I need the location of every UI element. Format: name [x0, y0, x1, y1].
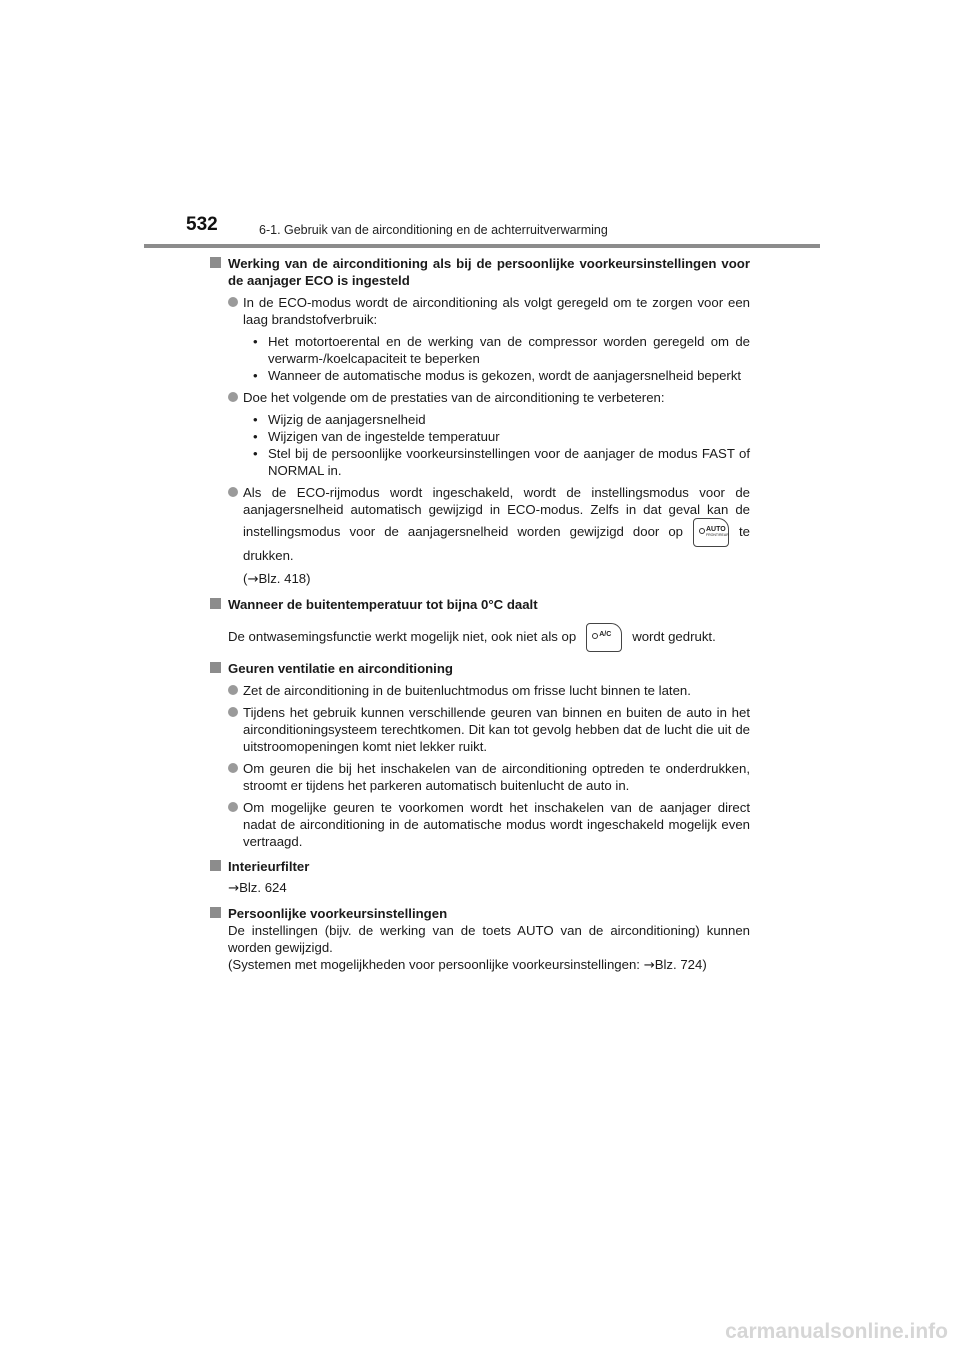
bullet-dot-icon	[228, 297, 238, 307]
section-eco	[210, 255, 750, 588]
section-square-icon	[210, 257, 221, 268]
section-odor	[210, 660, 750, 850]
bullet-item: Om geuren die bij het inschakelen van de airconditioning optreden te onderdrukken, stroomt er tijdens het parkeren automatisch buitenlucht de auto in.	[228, 760, 750, 794]
section-title: Persoonlijke voorkeursinstellingen	[228, 906, 448, 921]
section-title: Interieurfilter	[228, 859, 310, 874]
page-reference: →Blz. 624	[228, 880, 287, 896]
bullet-item: In de ECO-modus wordt de airconditioning als volgt geregeld om te zorgen voor een laag brandstofverbruik: • Het motortoerental en de werking van de compressor worden geregeld om de verwarm-/koelcapaciteit te beperken • Wanneer de automatische modus is gekozen, wordt de aanjagersnelheid beperkt	[228, 294, 750, 384]
sub-item: • Het motortoerental en de werking van de compressor worden geregeld om de verwarm-/koelcapaciteit te beperken	[253, 334, 750, 366]
section-title: Wanneer de buitentemperatuur tot bijna 0°C daalt	[228, 597, 538, 612]
section-square-icon	[210, 598, 221, 609]
bullet-item: Doe het volgende om de prestaties van de airconditioning te verbeteren: • Wijzig de aanjagersnelheid • Wijzigen van de ingestelde temperatuur • Stel bij de persoonlijke voorkeursinstellingen voor de aanjager de modus FAST of NORMAL in.	[228, 389, 750, 479]
bullet-dot-icon	[228, 685, 238, 695]
ac-button-icon: A/C	[586, 623, 622, 652]
bullet-dot-icon	[228, 707, 238, 717]
bullet-item: Zet de airconditioning in de buitenluchtmodus om frisse lucht binnen te laten.	[228, 682, 750, 699]
section-text: (Systemen met mogelijkheden voor persoonlijke voorkeursinstellingen: →Blz. 724)	[228, 957, 707, 973]
page-header	[186, 214, 826, 246]
section-filter	[210, 858, 750, 897]
section-text: De ontwasemingsfunctie werkt mogelijk niet, ook niet als op A/C wordt gedrukt.	[228, 623, 750, 652]
page-number: 532	[186, 214, 218, 235]
auto-button-icon: AUTO FRONT/REAR	[693, 518, 729, 547]
watermark: carmanualsonline.info	[725, 1320, 948, 1343]
chapter-title: 6-1. Gebruik van de airconditioning en de achterruitverwarming	[259, 223, 608, 237]
bullet-dot-icon	[228, 763, 238, 773]
section-title: Geuren ventilatie en airconditioning	[228, 661, 453, 676]
section-title: Werking van de airconditioning als bij de persoonlijke voorkeursinstellingen voor de aanjager ECO is ingesteld	[228, 256, 750, 288]
bullet-item: Om mogelijke geuren te voorkomen wordt het inschakelen van de aanjager direct nadat de airconditioning in de automatische modus wordt ingeschakeld mogelijk even vertraagd.	[228, 799, 750, 850]
sub-item: • Wijzigen van de ingestelde temperatuur	[253, 429, 500, 444]
section-square-icon	[210, 907, 221, 918]
bullet-item: Tijdens het gebruik kunnen verschillende geuren van binnen en buiten de auto in het airconditioningsysteem terechtkomen. Dit kan tot gevolg hebben dat de lucht die uit de uitstroomopeningen komt niet lekker ruikt.	[228, 704, 750, 755]
header-rule	[144, 244, 820, 248]
section-square-icon	[210, 662, 221, 673]
section-text: De instellingen (bijv. de werking van de toets AUTO van de airconditioning) kunnen worden gewijzigd.	[228, 923, 750, 955]
bullet-dot-icon	[228, 802, 238, 812]
page-reference: (→Blz. 418)	[243, 571, 311, 587]
sub-item: • Wijzig de aanjagersnelheid	[253, 412, 426, 427]
section-frost	[210, 596, 750, 652]
sub-item: • Stel bij de persoonlijke voorkeursinstellingen voor de aanjager de modus FAST of NORMAL in.	[253, 446, 750, 478]
bullet-item: Als de ECO-rijmodus wordt ingeschakeld, wordt de instellingsmodus voor de aanjagersnelheid automatisch gewijzigd in ECO-modus. Zelfs in dat geval kan de instellingsmodus voor de aanjagersnelheid worden gewijzigd door op AUTO FRONT/REAR te drukken. (→Blz. 418)	[228, 484, 750, 588]
section-custom	[210, 905, 750, 974]
bullet-dot-icon	[228, 392, 238, 402]
section-square-icon	[210, 860, 221, 871]
sub-item: • Wanneer de automatische modus is gekozen, wordt de aanjagersnelheid beperkt	[253, 368, 742, 383]
bullet-dot-icon	[228, 487, 238, 497]
main-content	[210, 255, 750, 982]
